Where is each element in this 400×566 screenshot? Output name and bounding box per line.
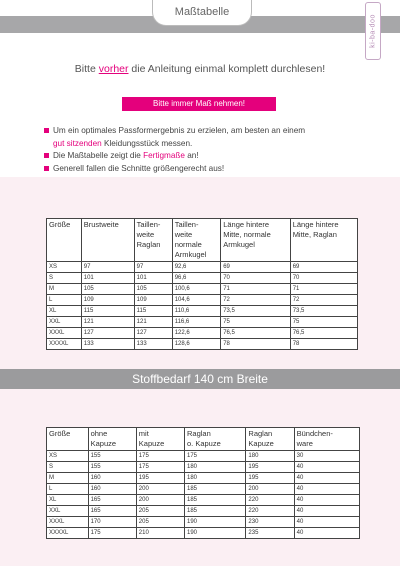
table-cell: 133 <box>81 339 134 350</box>
table-cell: 175 <box>136 451 184 462</box>
column-header-line: Raglan <box>187 429 211 438</box>
table-row <box>47 273 358 284</box>
table-cell: 195 <box>136 473 184 484</box>
column-header-line: Größe <box>49 429 71 438</box>
column-header <box>134 219 172 262</box>
table-cell: 127 <box>81 328 134 339</box>
table-cell: S <box>47 462 89 473</box>
table-cell: 155 <box>88 451 136 462</box>
table-cell: 72 <box>290 295 357 306</box>
bullet-square-icon <box>44 166 49 171</box>
column-header-line: Raglan <box>248 429 273 438</box>
column-header-line: Armkugel <box>223 240 255 249</box>
table-cell: 40 <box>294 473 359 484</box>
table-row <box>47 495 360 506</box>
bullet-item <box>44 150 364 163</box>
table-cell: XL <box>47 306 82 317</box>
table-cell: 220 <box>246 495 294 506</box>
column-header-line: weite <box>136 230 155 239</box>
table-cell: 230 <box>246 517 294 528</box>
bullet-list <box>44 125 364 175</box>
table-cell: M <box>47 473 89 484</box>
table-cell: 76,5 <box>290 328 357 339</box>
table-cell: 200 <box>136 495 184 506</box>
table-cell: 185 <box>185 484 246 495</box>
column-header-line: Kapuze <box>248 439 274 448</box>
table-cell: 127 <box>134 328 172 339</box>
table-cell: 75 <box>290 317 357 328</box>
column-header <box>136 428 184 451</box>
table-row <box>47 484 360 495</box>
table-cell: 101 <box>81 273 134 284</box>
table-cell: 205 <box>136 506 184 517</box>
table-cell: 40 <box>294 506 359 517</box>
table-cell: L <box>47 484 89 495</box>
table-cell: 205 <box>136 517 184 528</box>
table-row <box>47 295 358 306</box>
table-cell: 133 <box>134 339 172 350</box>
column-header-line: mit <box>138 429 149 438</box>
table-row <box>47 473 360 484</box>
bullet-text-rest: an! <box>184 151 199 161</box>
logo-text: ki-ba-doo <box>369 14 377 48</box>
table-cell: XL <box>47 495 89 506</box>
table-cell: 75 <box>221 317 290 328</box>
column-header-line: Brustweite <box>83 220 119 229</box>
table-cell: XXL <box>47 506 89 517</box>
table-cell: 121 <box>134 317 172 328</box>
table-cell: 175 <box>88 528 136 539</box>
table-cell: 69 <box>290 262 357 273</box>
table-row <box>47 339 358 350</box>
table-cell: 170 <box>88 517 136 528</box>
table-cell: 92,6 <box>172 262 221 273</box>
table-row <box>47 306 358 317</box>
table-cell: 115 <box>81 306 134 317</box>
table-cell: 190 <box>185 517 246 528</box>
column-header-line: ohne <box>90 429 108 438</box>
table-cell: 175 <box>185 451 246 462</box>
table-body <box>47 262 358 350</box>
column-header-line: ware <box>296 439 313 448</box>
column-header-line: normale <box>174 240 202 249</box>
table-cell: XXL <box>47 317 82 328</box>
bullet-text: Um ein optimales Passformergebnis zu erzielen, am besten an einem <box>53 126 306 135</box>
bullet-item <box>44 163 364 176</box>
table-cell: 109 <box>81 295 134 306</box>
table-cell: XS <box>47 451 89 462</box>
measure-table <box>46 218 358 350</box>
table-cell: 128,6 <box>172 339 221 350</box>
column-header <box>47 428 89 451</box>
table-cell: 100,6 <box>172 284 221 295</box>
table-cell: 185 <box>185 495 246 506</box>
table-cell: 69 <box>221 262 290 273</box>
table-cell: 40 <box>294 495 359 506</box>
table-cell: L <box>47 295 82 306</box>
column-header <box>88 428 136 451</box>
table-row <box>47 262 358 273</box>
column-header-line: Armkugel <box>174 250 207 259</box>
table-cell: 73,5 <box>290 306 357 317</box>
table-row <box>47 462 360 473</box>
table-cell: XXXXL <box>47 528 89 539</box>
column-header-line: o. Kapuze <box>187 439 221 448</box>
table-cell: 195 <box>246 462 294 473</box>
table-cell: 195 <box>246 473 294 484</box>
table-body <box>47 451 360 539</box>
table-header-row <box>47 219 358 262</box>
column-header-line: Mitte, normale <box>223 230 271 239</box>
bullet-highlight: Fertigmaße <box>143 151 185 161</box>
column-header-line: weite <box>174 230 193 239</box>
table-cell: XXXL <box>47 328 82 339</box>
bullet-square-icon <box>44 153 49 158</box>
column-header-line: Raglan <box>136 240 161 249</box>
table-cell: 115 <box>134 306 172 317</box>
column-header-line: Taillen- <box>174 220 199 229</box>
table-cell: 72 <box>221 295 290 306</box>
table-cell: XS <box>47 262 82 273</box>
bullet-text-rest: Kleidungsstück messen. <box>101 138 193 148</box>
table-row <box>47 506 360 517</box>
table-cell: 104,6 <box>172 295 221 306</box>
table-cell: XXXL <box>47 517 89 528</box>
table-row <box>47 528 360 539</box>
table-row <box>47 451 360 462</box>
bullet-item <box>44 125 364 150</box>
fabric-table <box>46 427 360 539</box>
table-cell: 30 <box>294 451 359 462</box>
table-row <box>47 328 358 339</box>
table-row <box>47 284 358 295</box>
table-cell: 109 <box>134 295 172 306</box>
table-cell: 101 <box>134 273 172 284</box>
table-cell: 40 <box>294 484 359 495</box>
table-cell: 220 <box>246 506 294 517</box>
notice-badge: Bitte immer Maß nehmen! <box>122 97 276 111</box>
table-header-row <box>47 428 360 451</box>
column-header-line: Taillen- <box>136 220 161 229</box>
column-header-line: Kapuze <box>90 439 117 448</box>
intro-text <box>0 63 400 75</box>
table-row <box>47 317 358 328</box>
column-header <box>47 219 82 262</box>
table-cell: M <box>47 284 82 295</box>
table-cell: 175 <box>136 462 184 473</box>
table-cell: 160 <box>88 484 136 495</box>
table-cell: 180 <box>185 473 246 484</box>
table-cell: 180 <box>185 462 246 473</box>
column-header <box>246 428 294 451</box>
table-cell: 70 <box>221 273 290 284</box>
table-cell: 78 <box>221 339 290 350</box>
bullet-highlight: gut sitzenden <box>53 138 102 148</box>
intro-emphasis: vorher <box>98 63 129 75</box>
bullet-text: Generell fallen die Schnitte größengerecht aus! <box>53 163 225 173</box>
column-header <box>172 219 221 262</box>
column-header-line: Mitte, Raglan <box>292 230 337 239</box>
intro-before: Bitte <box>74 63 99 75</box>
table-cell: 40 <box>294 462 359 473</box>
table-cell: 155 <box>88 462 136 473</box>
fabric-section-title: Stoffbedarf 140 cm Breite <box>0 369 400 389</box>
column-header <box>294 428 359 451</box>
column-header-line: Bündchen- <box>296 429 333 438</box>
column-header-line: Länge hintere <box>292 220 339 229</box>
column-header <box>185 428 246 451</box>
table-cell: 185 <box>185 506 246 517</box>
table-cell: 165 <box>88 506 136 517</box>
bullet-square-icon <box>44 128 49 133</box>
table-cell: 200 <box>136 484 184 495</box>
column-header-line: Länge hintere <box>223 220 270 229</box>
table-cell: 235 <box>246 528 294 539</box>
table-cell: 200 <box>246 484 294 495</box>
table-cell: 121 <box>81 317 134 328</box>
table-cell: S <box>47 273 82 284</box>
table-cell: 73,5 <box>221 306 290 317</box>
table-cell: 165 <box>88 495 136 506</box>
table-cell: 210 <box>136 528 184 539</box>
table-cell: 105 <box>134 284 172 295</box>
table-cell: 105 <box>81 284 134 295</box>
table-cell: 122,6 <box>172 328 221 339</box>
column-header <box>290 219 357 262</box>
column-header <box>221 219 290 262</box>
table-cell: XXXXL <box>47 339 82 350</box>
table-cell: 97 <box>134 262 172 273</box>
table-cell: 78 <box>290 339 357 350</box>
table-cell: 71 <box>221 284 290 295</box>
table-cell: 71 <box>290 284 357 295</box>
table-cell: 96,6 <box>172 273 221 284</box>
table-cell: 76,5 <box>221 328 290 339</box>
table-cell: 97 <box>81 262 134 273</box>
column-header-line: Kapuze <box>138 439 165 448</box>
column-header <box>81 219 134 262</box>
page-title: Maßtabelle <box>174 6 230 18</box>
table-cell: 70 <box>290 273 357 284</box>
table-cell: 40 <box>294 517 359 528</box>
column-header-line: Größe <box>49 220 71 229</box>
brand-logo <box>365 2 381 60</box>
page-title-tab <box>152 0 252 26</box>
intro-after: die Anleitung einmal komplett durchlesen! <box>128 63 326 75</box>
table-row <box>47 517 360 528</box>
bullet-text: Die Maßtabelle zeigt die <box>53 151 144 161</box>
table-cell: 110,6 <box>172 306 221 317</box>
table-cell: 190 <box>185 528 246 539</box>
table-cell: 180 <box>246 451 294 462</box>
table-cell: 160 <box>88 473 136 484</box>
table-cell: 40 <box>294 528 359 539</box>
table-cell: 116,6 <box>172 317 221 328</box>
